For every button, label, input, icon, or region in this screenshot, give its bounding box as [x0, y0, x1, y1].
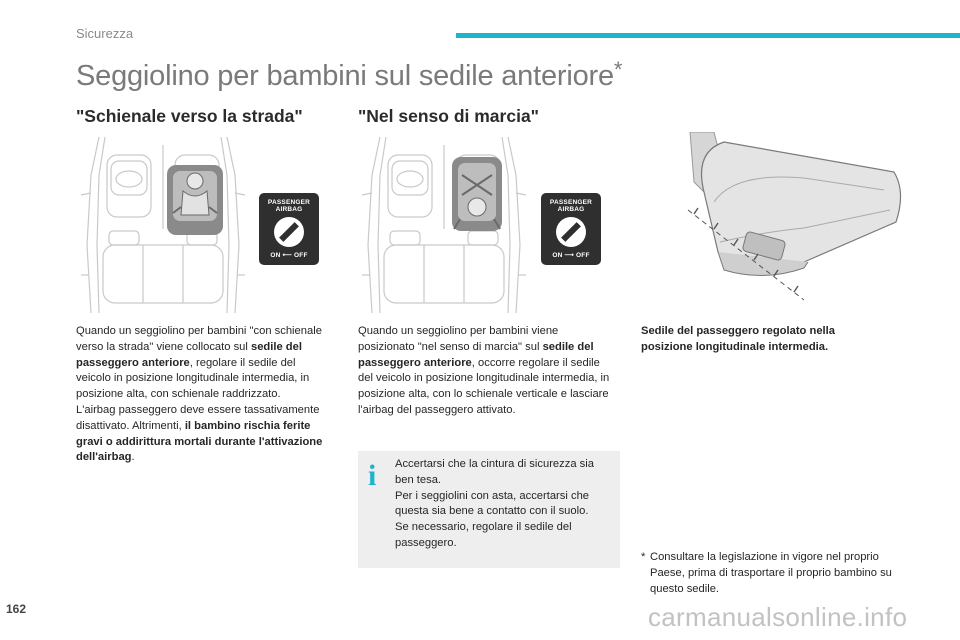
forward-facing-seat-illustration — [358, 135, 530, 315]
airbag-key-dial — [274, 217, 304, 247]
airbag-switch-label: ON ⟶ OFF — [552, 252, 590, 259]
passenger-seat-illustration — [684, 132, 906, 302]
passenger-airbag-off-icon — [259, 193, 319, 265]
footnote-text: Consultare la legislazione in vigore nel proprio Paese, prima di trasportare il proprio bambino su questo sedile. — [650, 551, 892, 595]
heading-rear-facing: "Schienale verso la strada" — [76, 106, 303, 126]
airbag-key-dial — [556, 217, 586, 247]
header-rule — [456, 33, 960, 38]
airbag-switch-label: ON ⟵ OFF — [270, 252, 308, 259]
footnote-mark: * — [641, 551, 646, 563]
info-box — [358, 451, 620, 568]
forward-facing-instructions: Quando un seggiolino per bambini viene posizionato "nel senso di marcia" sul sedile del passeggero anteriore, occorre regolare il sedile del veicolo in posizione longitudinale intermedia, in posizione alta, con lo schienale verticale e lasciare l'airbag del passeggero attivato. — [358, 325, 610, 416]
rear-facing-seat-illustration — [77, 135, 249, 315]
heading-forward-facing: "Nel senso di marcia" — [358, 106, 539, 126]
airbag-label: PASSENGER AIRBAG — [549, 199, 593, 213]
airbag-label: PASSENGER AIRBAG — [267, 199, 311, 213]
passenger-airbag-on-icon — [541, 193, 601, 265]
page-title: Seggiolino per bambini sul sedile anteriore* — [76, 57, 623, 92]
footnote — [641, 550, 901, 597]
title-footnote-mark: * — [613, 57, 623, 82]
info-text: Accertarsi che la cintura di sicurezza sia ben tesa. Per i seggiolini con asta, accertarsi che questa sia bene a contatto con il suolo. Se necessario, regolare il sedile del passeggero. — [395, 458, 594, 549]
rear-facing-instructions: Quando un seggiolino per bambini "con schienale verso la strada" viene collocato sul sedile del passeggero anteriore, regolare il sedile del veicolo in posizione longitudinale intermedia, in posizione alta, con schienale raddrizzato. L'airbag passeggero deve essere tassativamente disattivato. Altrimenti, il bambino rischia ferite gravi o addirittura mortali durante l'attivazione dell'airbag. — [76, 325, 323, 464]
watermark: carmanualsonline.info — [648, 602, 908, 632]
section-label: Sicurezza — [76, 26, 134, 41]
page-number: 162 — [6, 602, 27, 616]
info-icon: i — [368, 459, 377, 492]
seat-position-caption: Sedile del passeggero regolato nella posizione longitudinale intermedia. — [641, 325, 835, 353]
